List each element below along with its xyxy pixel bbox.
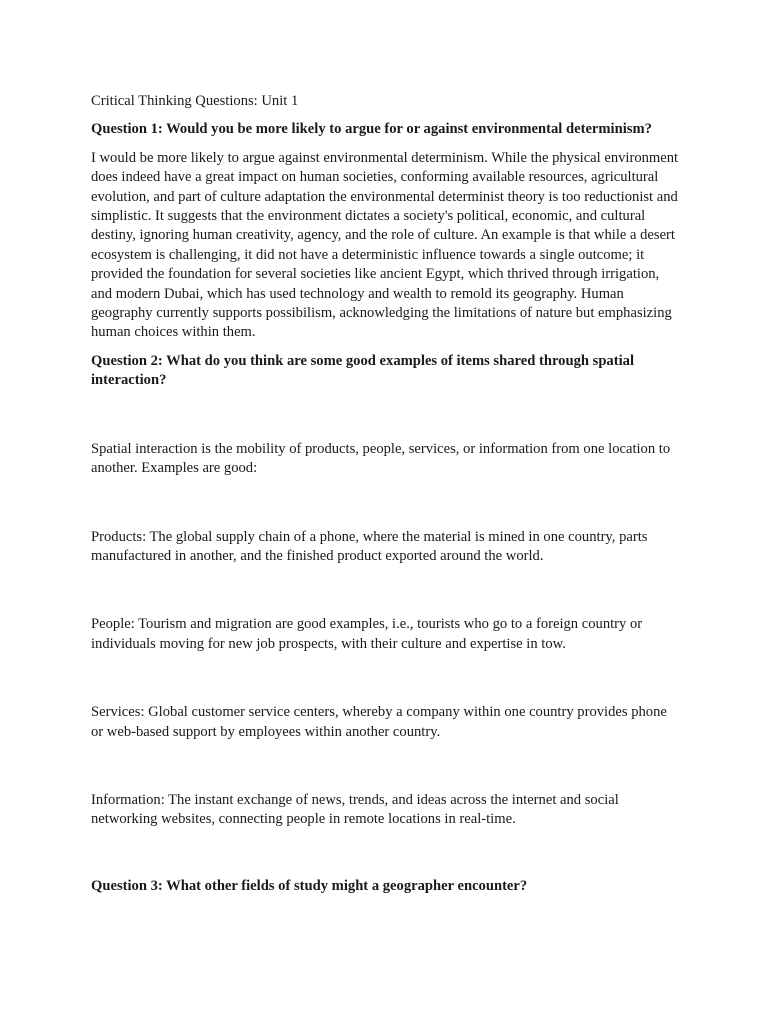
paragraph-spacer <box>91 400 681 440</box>
document-title: Critical Thinking Questions: Unit 1 <box>91 93 299 109</box>
example-people: People: Tourism and migration are good examples, i.e., tourists who go to a foreign country or individuals moving for new job prospects, with their culture and expertise in tow. <box>91 616 643 652</box>
example-information: Information: The instant exchange of news, trends, and ideas across the internet and social networking websites, connecting people in remote locations in real-time. <box>91 791 619 828</box>
paragraph-spacer <box>91 575 681 615</box>
question-1-answer: I would be more likely to argue against environmental determinism. While the physical environment does indeed have a great impact on human societies, conforming available resources, agricultural evolution, and part of culture adaptation the environmental determinist theory is too reductionist and simplistic. It suggests that the environment dictates a society's political, economic, and cultural destiny, ignoring human creativity, agency, and the role of culture. An example is that while a desert ecosystem is challenging, it did not have a deterministic influence towards a single outcome; it provided the foundation for several societies like ancient Egypt, which thrived through irrigation, and modern Dubai, which has used technology and wealth to remold its geography. Human geography currently supports possibilism, acknowledging the limitations of nature but emphasizing human choices within them. <box>91 149 679 341</box>
paragraph-spacer <box>91 488 681 528</box>
document-page <box>91 92 681 905</box>
question-2-intro: Spatial interaction is the mobility of products, people, services, or information from one location to another. Examples are good: <box>91 440 671 477</box>
question-3-heading: Question 3: What other fields of study might a geographer encounter? <box>91 877 528 894</box>
question-2-heading: Question 2: What do you think are some good examples of items shared through spatial interaction? <box>91 352 634 389</box>
paragraph-spacer <box>91 663 681 703</box>
paragraph-spacer <box>91 839 681 877</box>
question-1-heading: Question 1: Would you be more likely to argue for or against environmental determinism? <box>91 121 652 138</box>
paragraph-spacer <box>91 751 681 791</box>
example-services: Services: Global customer service centers, whereby a company within one country provides phone or web-based support by employees within another country. <box>91 704 667 740</box>
example-products: Products: The global supply chain of a phone, where the material is mined in one country, parts manufactured in another, and the finished product exported around the world. <box>91 528 648 564</box>
